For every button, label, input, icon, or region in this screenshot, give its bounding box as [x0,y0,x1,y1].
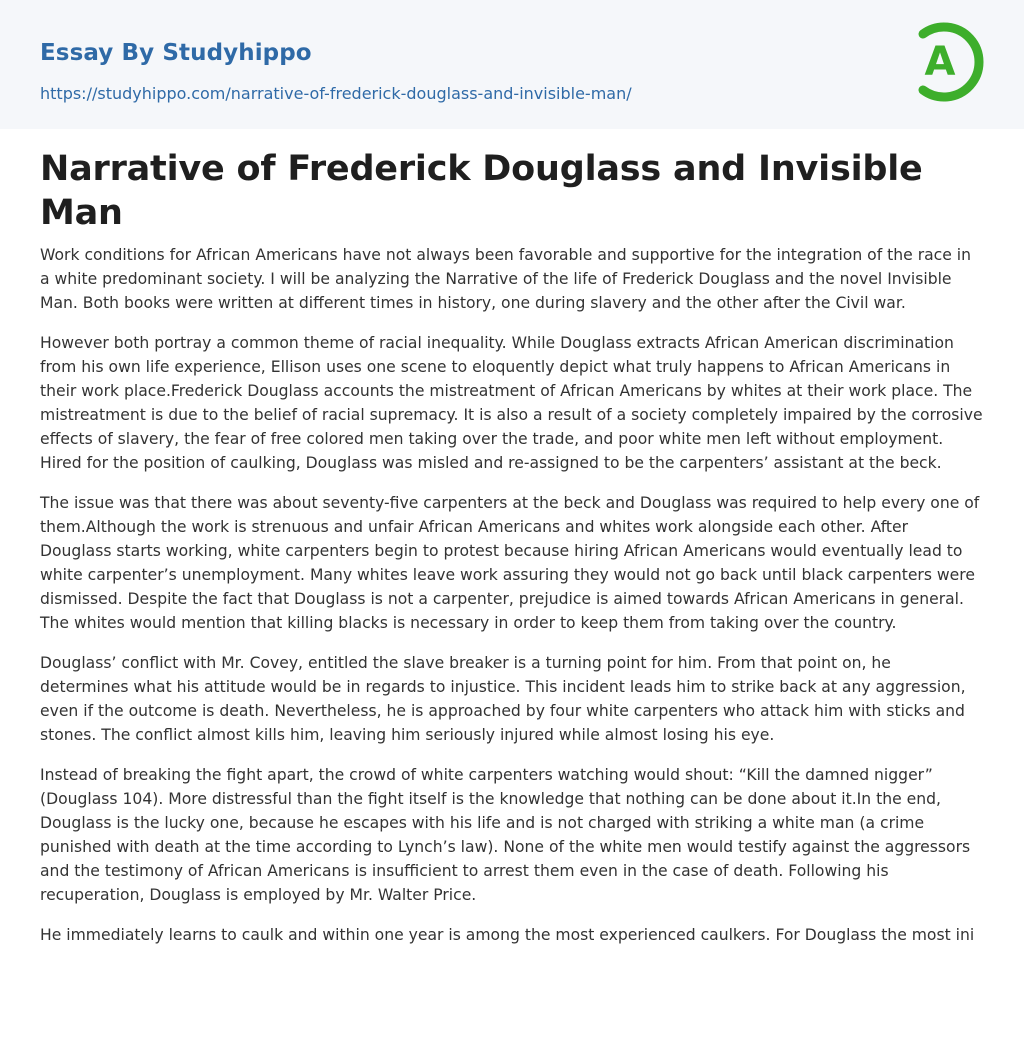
essay-paragraph-1: Work conditions for African Americans have not always been favorable and supportive for the integration of the race in a white predominant society. I will be analyzing the Narrative of the life of Frederick Douglass and the novel Invisible Man. Both books were written at different times in history, one during slavery and the other after the Civil war. [40,246,972,312]
logo-letter: A [924,39,956,85]
essay-paragraph-2: However both portray a common theme of racial inequality. While Douglass extracts African American discrimination from his own life experience, Ellison uses one scene to eloquently depict what truly happens to African Americans in their work place.Frederick Douglass accounts the mistreatment of African Americans by whites at their work place. The mistreatment is due to the belief of racial supremacy. It is also a result of a society completely impaired by the corrosive effects of slavery, the fear of free colored men taking over the trade, and poor white men left without employment. Hired for the position of caulking, Douglass was misled and re-assigned to be the carpenters’ assistant at the beck. [40,334,983,472]
essay-paragraph-3: The issue was that there was about seventy-five carpenters at the beck and Douglass was required to help every one of them.Although the work is strenuous and unfair African Americans and whites work alongside each other. After Douglass starts working, white carpenters begin to protest because hiring African Americans would eventually lead to white carpenter’s unemployment. Many whites leave work assuring they would not go back until black carpenters were dismissed. Despite the fact that Douglass is not a carpenter, prejudice is aimed towards African Americans in general. The whites would mention that killing blacks is necessary in order to keep them from taking over the country. [40,494,980,632]
essay-paragraph-6: He immediately learns to caulk and within one year is among the most experienced caulkers. For Douglass the most ini [40,926,975,944]
essay-paragraph-5: Instead of breaking the fight apart, the crowd of white carpenters watching would shout: “Kill the damned nigger” (Douglass 104). More distressful than the fight itself is the knowledge that nothing can be done about it.In the end, Douglass is the lucky one, because he escapes with his life and is not charged with striking a white man (a crime punished with death at the time according to Lynch’s law). None of the white men would testify against the aggressors and the testimony of African Americans is insufficient to arrest them even in the case of death. Following his recuperation, Douglass is employed by Mr. Walter Price. [40,766,971,904]
essay-content [0,147,1024,947]
studyhippo-logo[interactable] [913,19,987,105]
site-header [0,0,1024,129]
logo-ring-icon [913,19,987,105]
source-url-link[interactable]: https://studyhippo.com/narrative-of-frederick-douglass-and-invisible-man/ [40,84,632,103]
essay-paragraph-4: Douglass’ conflict with Mr. Covey, entitled the slave breaker is a turning point for him. From that point on, he determines what his attitude would be in regards to injustice. This incident leads him to strike back at any aggression, even if the outcome is death. Nevertheless, he is approached by four white carpenters who attack him with sticks and stones. The conflict almost kills him, leaving him seriously injured while almost losing his eye. [40,654,966,744]
brand-title: Essay By Studyhippo [40,40,312,66]
page-title: Narrative of Frederick Douglass and Invisible Man [40,149,923,233]
